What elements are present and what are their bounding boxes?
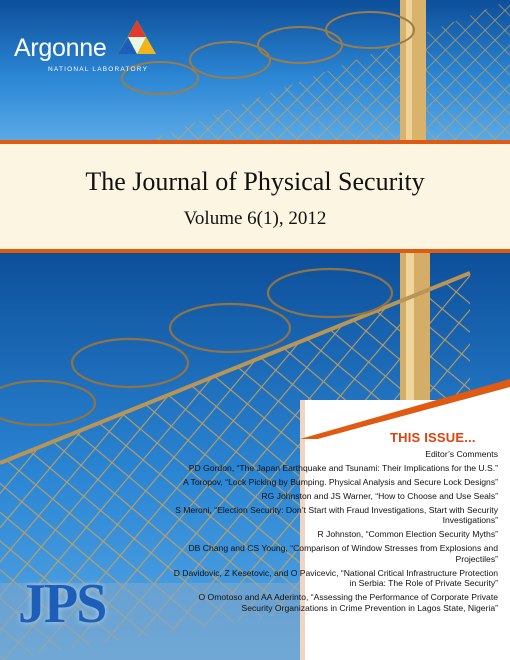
jps-logo-mark: JPS (18, 573, 106, 635)
cover-photo-top (0, 0, 510, 140)
journal-title: The Journal of Physical Security (85, 167, 425, 196)
logo-subtitle: NATIONAL LABORATORY (48, 66, 149, 73)
list-item: RG Johnston and JS Warner, “How to Choose and Use Seals” (261, 491, 498, 501)
title-band (0, 140, 510, 253)
list-item: S Meroni, “Election Security: Don’t Start with Fraud Investigations, Start with Security Investigations” (175, 505, 498, 526)
logo-wordmark: Argonne (14, 34, 107, 62)
contents-list (168, 449, 498, 617)
this-issue-heading: THIS ISSUE... (390, 430, 476, 445)
list-item: A Toropov, “Lock Picking by Bumping. Physical Analysis and Secure Lock Designs” (183, 477, 498, 487)
list-item: DB Chang and CS Young, “Comparison of Window Stresses from Explosions and Projectiles” (188, 543, 498, 564)
list-item: PD Gordon, “The Japan Earthquake and Tsunami: Their Implications for the U.S.” (188, 463, 498, 473)
list-item: O Omotoso and AA Aderinto, “Assessing the Performance of Corporate Private Security Organizations in Crime Prevention in Lagos State, Nigeria” (198, 592, 498, 613)
list-item: R Johnston, “Common Election Security Myths” (317, 529, 498, 540)
journal-volume: Volume 6(1), 2012 (183, 208, 327, 229)
argonne-triangle-icon (118, 20, 156, 54)
list-item: Editor’s Comments (425, 449, 498, 459)
list-item: D Davidovic, Z Kesetovic, and O Pavicevic, “National Critical Infrastructure Protection in Serbia: The Role of Private Security” (173, 567, 498, 589)
